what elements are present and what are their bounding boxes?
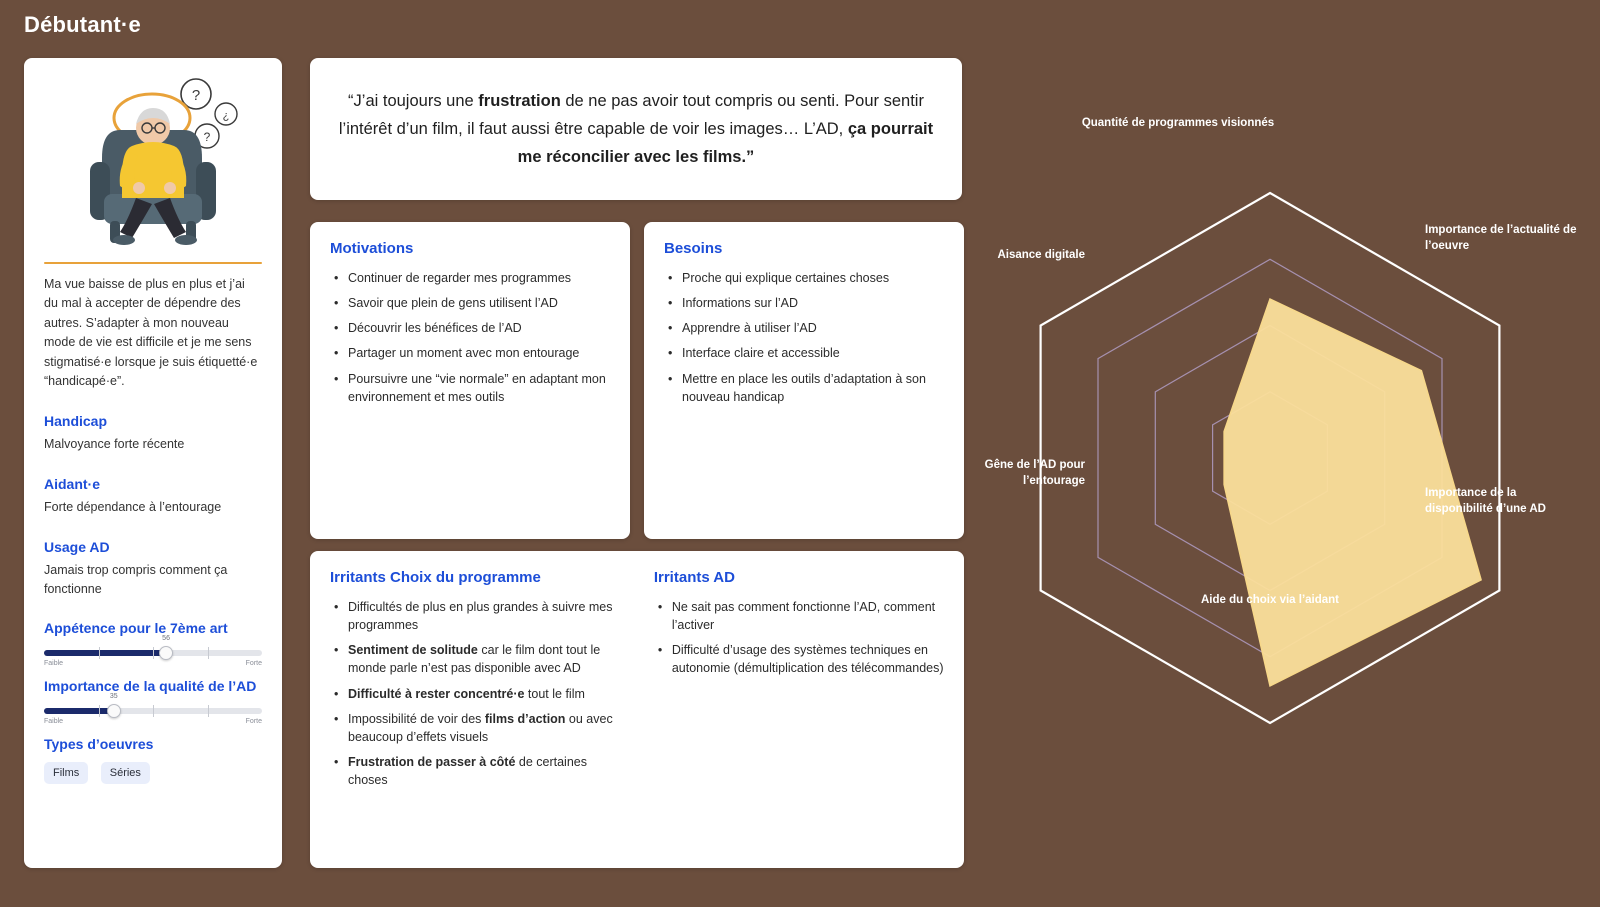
chip-films[interactable]: Films <box>44 762 88 784</box>
radar-label-aide-choix-aidant: Aide du choix via l’aidant <box>1200 594 1340 606</box>
list-item: • Poursuivre une “vie normale” en adaptant mon environnement et mes outils <box>346 370 610 406</box>
slider-value-appetence: 56 <box>162 635 170 643</box>
svg-text:?: ? <box>191 87 201 104</box>
slider-tick <box>208 705 209 717</box>
illustration-divider <box>44 262 262 264</box>
slider-value-qualite: 35 <box>109 693 118 701</box>
slider-tick <box>99 705 100 717</box>
slider-fill-appetence <box>44 650 166 656</box>
slider-low-label-appetence: Faible <box>44 660 64 668</box>
section-text-aidant: Forte dépendance à l’entourage <box>44 500 222 514</box>
irritants-ad-title: Irritants AD <box>653 569 735 586</box>
list-item: • Frustration de passer à côté de certaines choses <box>346 753 630 789</box>
slider-high-label-appetence: Forte <box>245 660 262 668</box>
slider-title-appetence: Appétence pour le 7ème art <box>44 620 228 637</box>
section-text-usage-ad: Jamais trop compris comment ça fonctionne <box>44 562 228 596</box>
slider-importance-qualite-ad[interactable] <box>44 678 262 726</box>
types-chip-list <box>44 762 262 784</box>
radar-chart <box>960 58 1580 868</box>
slider-track-qualite[interactable] <box>44 693 262 714</box>
list-item: • Impossibilité de voir des films d’action ou avec beaucoup d’effets visuels <box>346 710 630 746</box>
irritants-programme-column <box>330 569 630 796</box>
list-item: • Savoir que plein de gens utilisent l’AD <box>346 294 610 312</box>
list-item: • Difficultés de plus en plus grandes à suivre mes programmes <box>346 598 630 634</box>
quote-part-2: de ne pas avoir tout compris ou senti. Pour sentir l’intérêt d’un film, il faut aussi être capable de voir les images… L’AD, <box>338 91 924 138</box>
irritants-ad-column <box>654 569 944 796</box>
irritants-card <box>310 551 964 868</box>
svg-text:¿: ¿ <box>222 110 230 122</box>
slider-tick <box>99 647 100 659</box>
quote-card <box>310 58 962 200</box>
quote-bold-1: frustration <box>478 91 561 110</box>
list-item: • Partager un moment avec mon entourage <box>346 344 610 362</box>
slider-knob-qualite[interactable] <box>107 704 121 718</box>
slider-track-appetence[interactable] <box>44 635 262 656</box>
page-title: Débutant·e <box>24 12 141 37</box>
quote-bold-2: ça pourrait me réconcilier avec les films.” <box>517 119 934 167</box>
list-item: • Mettre en place les outils d’adaptation à son nouveau handicap <box>680 370 944 406</box>
slider-low-label-qualite: Faible <box>44 718 64 726</box>
irritants-programme-title: Irritants Choix du programme <box>330 569 541 586</box>
list-item: • Apprendre à utiliser l’AD <box>680 319 944 337</box>
motivations-list <box>330 269 610 406</box>
profile-section-handicap <box>44 413 262 454</box>
slider-appetence-7eme-art[interactable] <box>44 620 262 668</box>
persona-quote <box>336 87 936 171</box>
chip-series[interactable]: Séries <box>101 762 150 784</box>
motivations-card <box>310 222 630 539</box>
radar-label-actualite-oeuvre: Importance de l’actualité de l’oeuvre <box>1425 224 1577 252</box>
profile-card <box>24 58 282 868</box>
profile-intro-text: Ma vue baisse de plus en plus et j’ai du mal à accepter de dépendre des autres. S’adapter à mon nouveau mode de vie est difficile et je me sens stigmatisé·e lorsque je suis étiquetté·e “handicapé·e”. <box>44 277 258 388</box>
besoins-card <box>644 222 964 539</box>
slider-tick <box>153 647 154 659</box>
slider-knob-appetence[interactable] <box>159 646 173 660</box>
irritants-ad-list <box>654 598 944 678</box>
slider-tick <box>208 647 209 659</box>
quote-part-1: “J’ai toujours une <box>348 91 479 110</box>
slider-fill-qualite <box>44 708 114 714</box>
radar-label-quantite-programmes: Quantité de programmes visionnés <box>1081 117 1275 129</box>
list-item: • Continuer de regarder mes programmes <box>346 269 610 287</box>
list-item: • Sentiment de solitude car le film dont tout le monde parle n’est pas disponible avec AD <box>346 641 630 677</box>
slider-high-label-qualite: Forte <box>245 718 262 726</box>
besoins-list <box>664 269 944 406</box>
besoins-title: Besoins <box>664 240 723 257</box>
list-item: • Informations sur l’AD <box>680 294 944 312</box>
section-title-handicap: Handicap <box>44 413 108 430</box>
list-item: • Difficulté à rester concentré·e tout le film <box>346 685 630 703</box>
profile-section-usage-ad <box>44 539 262 599</box>
svg-text:?: ? <box>203 130 211 144</box>
section-title-aidant: Aidant·e <box>44 476 100 492</box>
section-title-types-oeuvres: Types d’oeuvres <box>44 736 154 753</box>
list-item: • Difficulté d’usage des systèmes techniques en autonomie (démultiplication des télécommandes) <box>670 641 944 677</box>
slider-tick <box>153 705 154 717</box>
radar-label-gene-entourage: Gêne de l’AD pour l’entourage <box>984 459 1085 487</box>
motivations-title: Motivations <box>330 240 414 257</box>
types-oeuvres-section <box>44 736 262 784</box>
section-title-usage-ad: Usage AD <box>44 538 110 555</box>
profile-section-aidant <box>44 476 262 517</box>
list-item: • Interface claire et accessible <box>680 344 944 362</box>
list-item: • Découvrir les bénéfices de l’AD <box>346 319 610 337</box>
list-item: • Proche qui explique certaines choses <box>680 269 944 287</box>
list-item: • Ne sait pas comment fonctionne l’AD, comment l’activer <box>670 598 944 634</box>
radar-label-aisance-digitale: Aisance digitale <box>997 249 1085 261</box>
slider-title-qualite: Importance de la qualité de l’AD <box>44 678 257 695</box>
persona-illustration <box>24 66 282 261</box>
irritants-programme-list <box>330 598 630 789</box>
radar-label-disponibilite-ad: Importance de la disponibilité d’une AD <box>1425 487 1546 515</box>
section-text-handicap: Malvoyance forte récente <box>44 437 185 452</box>
